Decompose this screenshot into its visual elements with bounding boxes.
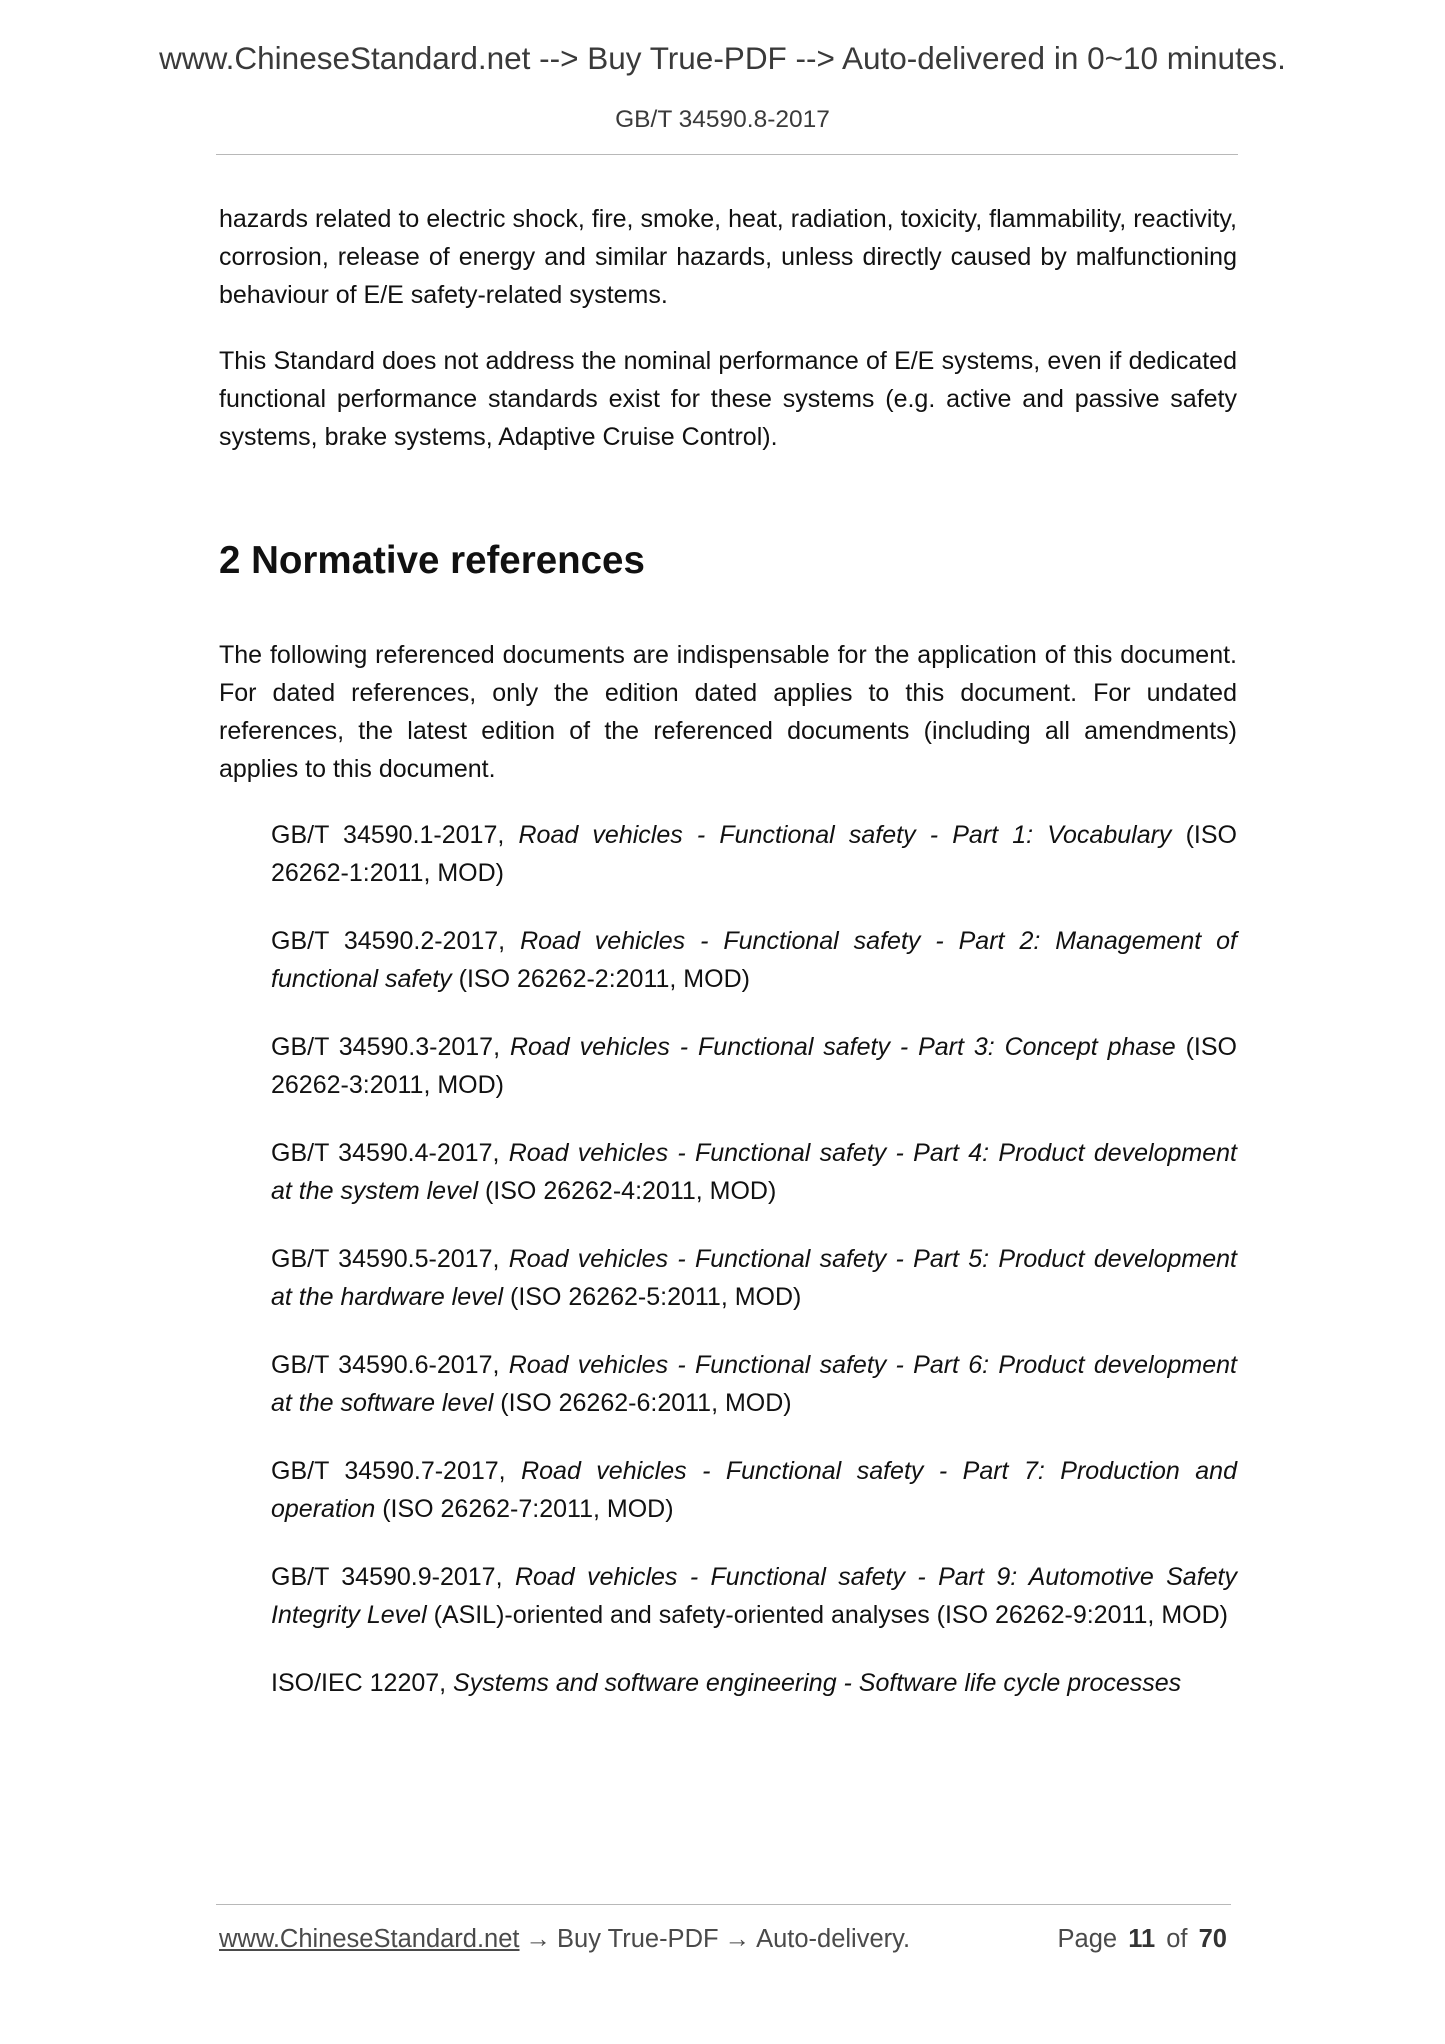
reference-item	[271, 816, 1237, 892]
page-number: 11	[1128, 1925, 1156, 1953]
reference-code: GB/T 34590.1-2017,	[271, 821, 519, 849]
reference-code: ISO/IEC 12207,	[271, 1669, 454, 1697]
site-banner: www.ChineseStandard.net --> Buy True-PDF --> Auto-delivered in 0~10 minutes.	[159, 40, 1286, 76]
total-pages: 70	[1198, 1925, 1227, 1953]
reference-code: GB/T 34590.3-2017,	[271, 1033, 510, 1061]
right-arrow-icon: →	[525, 1925, 552, 1953]
document-id-header: GB/T 34590.8-2017	[615, 106, 830, 133]
reference-item	[271, 1134, 1237, 1210]
reference-suffix: (ISO 26262-1:2011, MOD)	[271, 821, 1237, 887]
footer-divider	[216, 1904, 1231, 1905]
reference-code: GB/T 34590.4-2017,	[271, 1139, 509, 1167]
reference-code: GB/T 34590.9-2017,	[271, 1563, 515, 1591]
intro-paragraph: hazards related to electric shock, fire, smoke, heat, radiation, toxicity, flammability, reactivity, corrosion, release of energy and similar hazards, unless directly caused by malfunctioning behaviour of E/E safety-related systems.	[219, 205, 1237, 309]
reference-item	[271, 1346, 1237, 1422]
reference-title: Road vehicles - Functional safety - Part 3: Concept phase	[509, 1033, 1176, 1061]
of-label: of	[1166, 1925, 1188, 1953]
reference-suffix: (ISO 26262-2:2011, MOD)	[451, 965, 750, 993]
reference-suffix: (ISO 26262-7:2011, MOD)	[375, 1495, 674, 1523]
page-indicator	[1058, 1925, 1231, 1954]
reference-code: GB/T 34590.2-2017,	[271, 927, 521, 955]
footer-buy-text: Buy True-PDF	[557, 1925, 719, 1953]
reference-suffix: (ISO 26262-5:2011, MOD)	[503, 1283, 802, 1311]
reference-title: Road vehicles - Functional safety - Part 1: Vocabulary	[518, 821, 1172, 849]
reference-title: Road vehicles - Functional safety - Part 6: Product development at the software level	[271, 1351, 1237, 1417]
reference-title: Systems and software engineering - Software life cycle processes	[453, 1669, 1182, 1697]
section-heading: 2 Normative references	[219, 539, 645, 582]
reference-title: Road vehicles - Functional safety - Part 2: Management of functional safety	[271, 927, 1237, 993]
header-divider	[216, 154, 1238, 155]
reference-list	[271, 816, 1237, 1702]
reference-item	[271, 922, 1237, 998]
reference-item	[271, 1240, 1237, 1316]
reference-code: GB/T 34590.5-2017,	[271, 1245, 509, 1273]
reference-suffix: (ASIL)-oriented and safety-oriented analyses (ISO 26262-9:2011, MOD)	[426, 1601, 1228, 1629]
page-content	[219, 200, 1237, 1732]
reference-suffix: (ISO 26262-3:2011, MOD)	[271, 1033, 1237, 1099]
reference-code: GB/T 34590.7-2017,	[271, 1457, 522, 1485]
reference-suffix: (ISO 26262-6:2011, MOD)	[493, 1389, 792, 1417]
reference-item	[271, 1664, 1237, 1702]
reference-title: Road vehicles - Functional safety - Part 9: Automotive Safety Integrity Level	[271, 1563, 1237, 1629]
footer-delivery-text: Auto-delivery.	[756, 1925, 911, 1953]
reference-title: Road vehicles - Functional safety - Part 4: Product development at the system level	[271, 1139, 1237, 1205]
reference-title: Road vehicles - Functional safety - Part 5: Product development at the hardware level	[271, 1245, 1237, 1311]
reference-code: GB/T 34590.6-2017,	[271, 1351, 509, 1379]
reference-item	[271, 1028, 1237, 1104]
scope-paragraph: This Standard does not address the nominal performance of E/E systems, even if dedicated functional performance standards exist for these systems (e.g. active and passive safety systems, brake systems, Adaptive Cruise Control).	[219, 347, 1237, 451]
reference-item	[271, 1558, 1237, 1634]
reference-title: Road vehicles - Functional safety - Part 7: Production and operation	[271, 1457, 1237, 1523]
reference-item	[271, 1452, 1237, 1528]
right-arrow-icon: →	[724, 1925, 751, 1953]
page-label: Page	[1057, 1925, 1118, 1953]
reference-suffix: (ISO 26262-4:2011, MOD)	[478, 1177, 777, 1205]
footer-site-link[interactable]: www.ChineseStandard.net	[219, 1925, 520, 1953]
page-footer	[219, 1925, 1231, 1961]
section-intro-paragraph: The following referenced documents are indispensable for the application of this document. For dated references, only the edition dated applies to this document. For undated references, the latest edition of the referenced documents (including all amendments) applies to this document.	[219, 641, 1237, 783]
